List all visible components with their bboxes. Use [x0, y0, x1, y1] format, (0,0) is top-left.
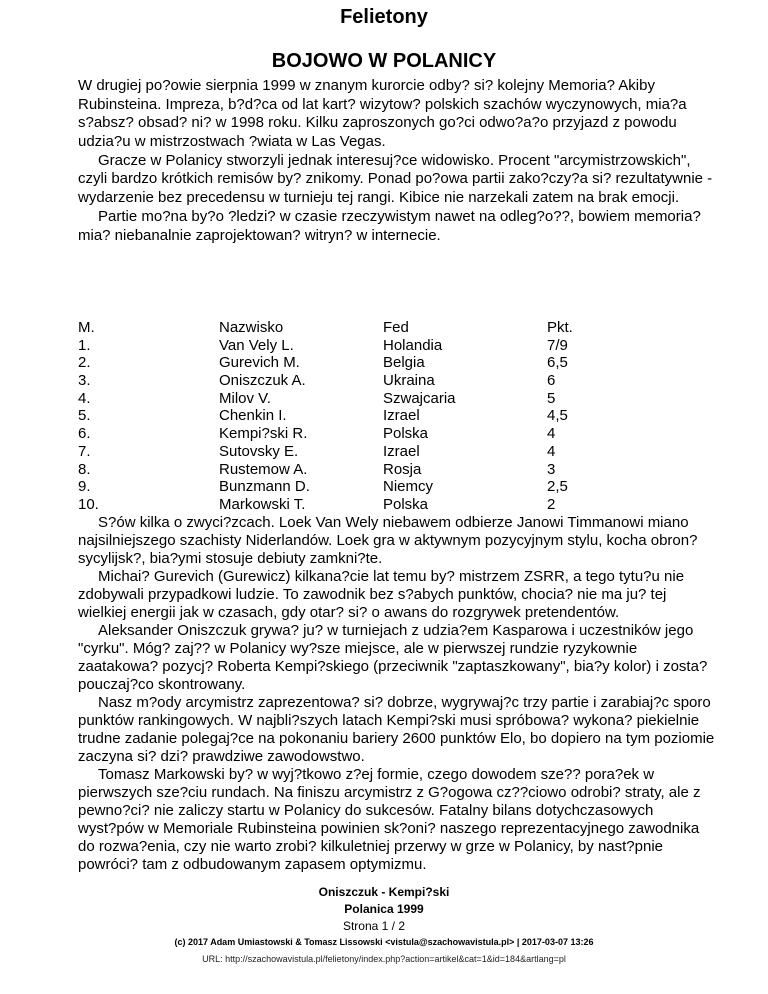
cell-rank: 8.: [78, 460, 91, 478]
cell-fed: Rosja: [383, 460, 422, 478]
cell-rank: 10.: [78, 495, 99, 513]
cell-points: 2: [547, 495, 556, 513]
cell-rank: 3.: [78, 372, 91, 390]
standings-table: [78, 319, 678, 514]
cell-name: Rustemow A.: [219, 460, 308, 478]
text-line: W drugiej po?owie sierpnia 1999 w znanym kurorcie odby? si? kolejny Memoria? Akiby: [78, 77, 655, 94]
text-line: S?ów kilka o zwyci?zcach. Loek Van Wely niebawem odbierze Janowi Timmanowi miano: [98, 514, 689, 531]
cell-fed: Szwajcaria: [383, 389, 456, 407]
cell-rank: 7.: [78, 442, 91, 460]
header-name: Nazwisko: [219, 319, 284, 336]
header-points: Pkt.: [547, 319, 573, 336]
cell-fed: Belgia: [383, 354, 425, 372]
cell-rank: 6.: [78, 425, 91, 443]
game-event: Polanica 1999: [344, 902, 424, 916]
source-url: URL: http://szachowavistula.pl/felietony/index.php?action=artikel&cat=1&id=184&artlang=pl: [202, 954, 566, 964]
table-row: [78, 478, 678, 496]
table-header: [78, 319, 678, 337]
cell-fed: Polska: [383, 495, 429, 513]
text-line: s?absz? obsad? ni? w 1998 roku. Kilku zaproszonych go?ci odwo?a?o przyjazd z powodu: [78, 114, 677, 132]
cell-name: Gurevich M.: [219, 354, 300, 372]
page-number: Strona 1 / 2: [342, 919, 406, 933]
text-line: najsilniejszego szachisty Niderlandów. Loek gra w aktywnym pozycyjnym stylu, kocha obron?: [78, 532, 698, 549]
text-line: Partie mo?na by?o ?ledzi? w czasie rzeczywistym nawet na odleg?o??, bowiem memoria?: [98, 207, 701, 225]
cell-points: 7/9: [547, 336, 568, 354]
text-line: pouczaj?co skontrowany.: [78, 676, 246, 693]
cell-points: 6: [547, 372, 556, 390]
text-line: wydarzenie bez precedensu w turnieju tej rangi. Kibice nie narzekali zatem na brak emocji.: [78, 189, 680, 207]
cell-name: Markowski T.: [219, 495, 306, 513]
table-row: [78, 354, 678, 372]
game-players: Oniszczuk - Kempi?ski: [318, 885, 450, 899]
cell-name: Milov V.: [219, 389, 271, 407]
cell-rank: 1.: [78, 336, 91, 354]
cell-name: Sutovsky E.: [219, 442, 299, 460]
cell-name: Oniszczuk A.: [219, 372, 306, 390]
text-line: czyli bardzo krótkich remisów by? znikomy. Ponad po?owa partii zako?czy?a si? rezultatywnie -: [78, 170, 713, 188]
cell-points: 4: [547, 425, 556, 443]
header-rank: M.: [78, 319, 95, 336]
text-line: mia? niebanalnie zaprojektowan? witryn? w internecie.: [78, 226, 441, 244]
cell-rank: 9.: [78, 478, 91, 496]
text-line: Tomasz Markowski by? w wyj?tkowo z?ej formie, czego dowodem sze?? pora?ek w: [98, 766, 655, 783]
text-line: zaatakowa? pozycj? Roberta Kempi?skiego (przeciwnik "zaptaszkowany", bia?y kolor) i zosta?: [78, 658, 708, 675]
cell-points: 6,5: [547, 354, 568, 372]
text-line: zaczyna si? dzi? prawdziwe zawodowstwo.: [78, 748, 365, 765]
text-line: zdobywali przypadkowi ludzie. To zawodnik bez s?abych punktów, chocia? nie ma ju? tej: [78, 586, 667, 603]
cell-rank: 4.: [78, 389, 91, 407]
text-line: Gracze w Polanicy stworzyli jednak interesuj?ce widowisko. Procent "arcymistrzowskich",: [98, 151, 691, 169]
cell-points: 5: [547, 389, 556, 407]
cell-name: Chenkin I.: [219, 407, 287, 425]
text-line: sycylijsk?, bia?ymi stosuje debiuty zamkni?te.: [78, 550, 383, 567]
table-row: [78, 390, 678, 408]
cell-fed: Holandia: [383, 336, 443, 354]
text-line: "cyrku". Móg? zaj?? w Polanicy wy?sze miejsce, ale w pierwszej rundzie ryzykownie: [78, 640, 638, 657]
text-line: wyst?pów w Memoriale Rubinsteina powinien sk?oni? naszego reprezentacyjnego zawodnika: [78, 820, 700, 837]
cell-rank: 2.: [78, 354, 91, 372]
cell-name: Van Vely L.: [219, 336, 294, 354]
cell-fed: Ukraina: [383, 372, 435, 390]
text-line: pewno?ci? nie zaliczy startu w Polanicy do sukcesów. Fatalny bilans dotychczasowych: [78, 802, 654, 819]
text-line: Michai? Gurevich (Gurewicz) kilkana?cie lat temu by? mistrzem ZSRR, a tego tytu?u nie: [98, 568, 685, 585]
table-row: [78, 443, 678, 461]
text-line: do rozwa?enia, czy nie warto zrobi? kilkuletniej przerwy w grze w Polanicy, by nast?pnie: [78, 838, 663, 855]
cell-fed: Niemcy: [383, 478, 434, 496]
article-title: BOJOWO W POLANICY: [271, 50, 497, 72]
text-line: wielkiej energii jak w czasach, gdy otar? si? o awans do rozgrywek pretendentów.: [78, 604, 620, 621]
text-line: Nasz m?ody arcymistrz zaprezentowa? si? dobrze, wygrywaj?c trzy partie i zarabiaj?c sporo: [98, 694, 711, 711]
text-line: pierwszych sze?ciu rundach. Na finiszu arcymistrz z G?ogowa cz??ciowo odrobi? straty, ale z: [78, 784, 701, 801]
cell-points: 3: [547, 460, 556, 478]
cell-points: 2,5: [547, 478, 568, 496]
header-fed: Fed: [383, 319, 409, 336]
text-line: udzia?u w mistrzostwach ?wiata w Las Vegas.: [78, 133, 386, 151]
cell-name: Bunzmann D.: [219, 478, 310, 496]
cell-fed: Izrael: [383, 407, 420, 425]
text-line: trudne zadanie polegaj?ce na pokonaniu bariery 2600 punktów Elo, bo dopiero na tym poziomie: [78, 730, 715, 747]
cell-fed: Izrael: [383, 442, 420, 460]
text-line: Aleksander Oniszczuk grywa? ju? w turniejach z udzia?em Kasparowa i uczestników jego: [98, 622, 694, 639]
intro-text: [78, 77, 758, 245]
text-line: powróci? tam z odbudowanym zapasem optymizmu.: [78, 856, 427, 873]
table-row: [78, 407, 678, 425]
table-row: [78, 372, 678, 390]
cell-points: 4: [547, 442, 556, 460]
body-text: [78, 514, 758, 874]
table-row: [78, 461, 678, 479]
text-line: Rubinsteina. Impreza, b?d?ca od lat kart? wizytow? polskich szachów wyczynowych, mia?a: [78, 95, 687, 113]
cell-rank: 5.: [78, 407, 91, 425]
section-title: Felietony: [340, 6, 428, 28]
table-row: [78, 337, 678, 355]
cell-fed: Polska: [383, 425, 429, 443]
text-line: punktów rankingowych. W najbli?szych latach Kempi?ski musi spróbowa? wykona? piekielnie: [78, 712, 700, 729]
cell-points: 4,5: [547, 407, 568, 425]
table-row: [78, 425, 678, 443]
cell-name: Kempi?ski R.: [219, 425, 308, 443]
copyright: (c) 2017 Adam Umiastowski & Tomasz Lissowski <vistula@szachowavistula.pl> | 2017-03-07 13:26: [174, 937, 594, 947]
table-row: [78, 496, 678, 514]
